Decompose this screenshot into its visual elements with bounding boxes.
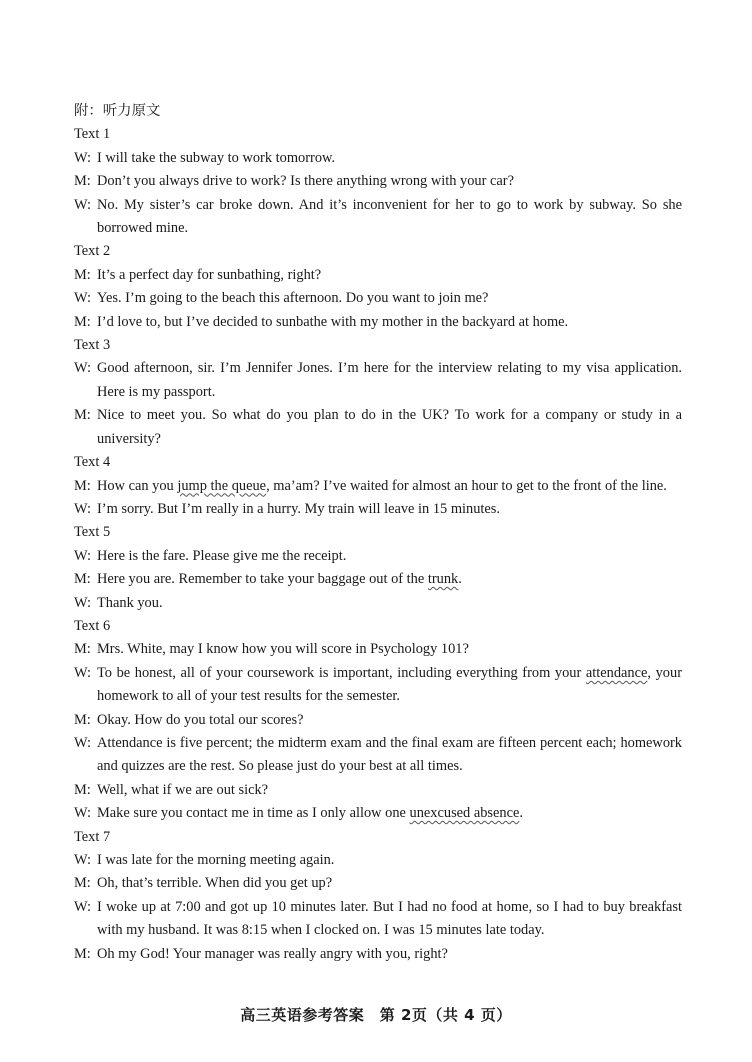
utterance-text bbox=[97, 568, 682, 591]
utterance-segment: I’m sorry. But I’m really in a hurry. My train will leave in 15 minutes. bbox=[97, 500, 500, 517]
utterance-segment: Well, what if we are out sick? bbox=[97, 781, 269, 798]
speaker-label: W: bbox=[74, 664, 92, 681]
text-label: Text 3 bbox=[74, 337, 111, 354]
speaker-label: W: bbox=[74, 734, 92, 751]
utterance-text bbox=[97, 638, 682, 661]
utterance-segment: I was late for the morning meeting again. bbox=[97, 852, 335, 868]
speaker-label: M: bbox=[74, 711, 91, 728]
utterance-segment: To be honest, all of your coursework is important, including everything from your bbox=[97, 664, 586, 681]
dialogue-line bbox=[74, 592, 682, 615]
text-section bbox=[74, 240, 682, 334]
dialogue-line bbox=[74, 404, 682, 451]
utterance-text bbox=[97, 872, 682, 895]
utterance-segment: Okay. How do you total our scores? bbox=[97, 711, 304, 728]
speaker-label: M: bbox=[74, 477, 91, 494]
speaker-label: W: bbox=[74, 547, 92, 564]
utterance-segment: No. My sister’s car broke down. And it’s inconvenient for her to go to work by subway. So she borrowed mine. bbox=[97, 196, 682, 237]
speaker-label: M: bbox=[74, 945, 91, 962]
speaker-label: W: bbox=[74, 805, 92, 822]
utterance-text bbox=[97, 896, 682, 943]
utterance-text bbox=[97, 709, 682, 732]
text-section bbox=[74, 615, 682, 826]
dialogue-line bbox=[74, 662, 682, 709]
dialogue-line bbox=[74, 732, 682, 779]
dialogue-line bbox=[74, 357, 682, 404]
utterance-text bbox=[97, 732, 682, 779]
dialogue-line bbox=[74, 264, 682, 287]
utterance-text bbox=[97, 311, 682, 334]
text-section bbox=[74, 826, 682, 966]
utterance-segment: . bbox=[458, 571, 462, 588]
page-footer: 高三英语参考答案 第 2页（共 4 页） bbox=[240, 1006, 512, 1024]
dialogue-line bbox=[74, 545, 682, 568]
dialogue-line bbox=[74, 194, 682, 241]
utterance-segment: It’s a perfect day for sunbathing, right? bbox=[97, 266, 322, 283]
utterance-text bbox=[97, 357, 682, 404]
utterance-segment: Oh my God! Your manager was really angry with you, right? bbox=[97, 945, 448, 962]
dialogue-line bbox=[74, 170, 682, 193]
dialogue-line bbox=[74, 638, 682, 661]
dialogue-line bbox=[74, 475, 682, 498]
dialogue-line bbox=[74, 147, 682, 170]
utterance-text bbox=[97, 475, 682, 498]
vocab-highlight: trunk bbox=[427, 571, 459, 588]
dialogue-line bbox=[74, 709, 682, 732]
utterance-segment: I will take the subway to work tomorrow. bbox=[97, 149, 336, 166]
speaker-label: W: bbox=[74, 852, 92, 868]
utterance-text bbox=[97, 545, 682, 568]
speaker-label: M: bbox=[74, 571, 91, 588]
text-label: Text 6 bbox=[74, 617, 111, 634]
dialogue-line bbox=[74, 311, 682, 334]
utterance-segment: , your homework to all of your test results for the semester. bbox=[97, 664, 682, 705]
utterance-segment: Nice to meet you. So what do you plan to do in the UK? To work for a company or study in a university? bbox=[97, 407, 682, 447]
utterance-segment: Mrs. White, may I know how you will score in Psychology 101? bbox=[97, 641, 469, 658]
utterance-segment: Good afternoon, sir. I’m Jennifer Jones. I’m here for the interview relating to my visa application. Here is my passport. bbox=[97, 360, 682, 400]
utterance-text bbox=[97, 662, 682, 709]
utterance-text bbox=[97, 170, 682, 193]
speaker-label: M: bbox=[74, 781, 91, 798]
utterance-segment: How can you bbox=[97, 477, 178, 494]
utterance-text bbox=[97, 849, 682, 872]
dialogue-line bbox=[74, 943, 682, 966]
text-section bbox=[74, 521, 682, 615]
utterance-text bbox=[97, 779, 682, 802]
utterance-segment: , ma’am? I’ve waited for almost an hour to get to the front of the line. bbox=[266, 477, 667, 494]
dialogue-line bbox=[74, 287, 682, 310]
text-section bbox=[74, 123, 682, 240]
utterance-segment: Oh, that’s terrible. When did you get up? bbox=[97, 875, 333, 892]
speaker-label: M: bbox=[74, 313, 91, 330]
dialogue-line bbox=[74, 896, 682, 943]
utterance-segment: . bbox=[519, 805, 524, 822]
utterance-text bbox=[97, 287, 682, 310]
vocab-highlight: jump the queue bbox=[177, 477, 267, 494]
speaker-label: W: bbox=[74, 898, 92, 915]
speaker-label: M: bbox=[74, 266, 91, 283]
speaker-label: W: bbox=[74, 290, 92, 307]
dialogue-line bbox=[74, 779, 682, 802]
utterance-text bbox=[97, 498, 682, 521]
utterance-segment: I’d love to, but I’ve decided to sunbathe with my mother in the backyard at home. bbox=[97, 313, 569, 330]
utterance-text bbox=[97, 194, 682, 241]
text-label: Text 7 bbox=[74, 828, 111, 845]
speaker-label: W: bbox=[74, 196, 92, 213]
text-label: Text 2 bbox=[74, 243, 111, 260]
utterance-text bbox=[97, 802, 682, 825]
utterance-text bbox=[97, 264, 682, 287]
utterance-segment: Don’t you always drive to work? Is there anything wrong with your car? bbox=[97, 173, 514, 190]
utterance-segment: Here is the fare. Please give me the receipt. bbox=[97, 547, 347, 564]
utterance-segment: I woke up at 7:00 and got up 10 minutes later. But I had no food at home, so I had to buy breakfast with my husband. It was 8:15 when I clocked on. I was 15 minutes late today. bbox=[97, 898, 682, 939]
speaker-label: W: bbox=[74, 500, 92, 517]
text-label: Text 1 bbox=[74, 126, 111, 143]
dialogue-line bbox=[74, 849, 682, 872]
dialogue-line bbox=[74, 802, 682, 825]
text-section bbox=[74, 451, 682, 521]
text-label: Text 5 bbox=[74, 524, 111, 541]
speaker-label: W: bbox=[74, 360, 92, 377]
speaker-label: M: bbox=[74, 641, 91, 658]
dialogue-line bbox=[74, 498, 682, 521]
utterance-segment: Yes. I’m going to the beach this afternoon. Do you want to join me? bbox=[97, 290, 489, 307]
utterance-segment: Attendance is five percent; the midterm exam and the final exam are fifteen percent each; homework and quizzes are the rest. So please just do your best at all times. bbox=[97, 734, 682, 775]
text-label: Text 4 bbox=[74, 454, 111, 471]
speaker-label: W: bbox=[74, 149, 92, 166]
speaker-label: M: bbox=[74, 875, 91, 892]
appendix-title: 附：听力原文 bbox=[74, 103, 161, 119]
utterance-text bbox=[97, 147, 682, 170]
utterance-segment: Here you are. Remember to take your baggage out of the bbox=[97, 571, 428, 588]
transcript-body bbox=[74, 100, 682, 966]
speaker-label: W: bbox=[74, 594, 92, 611]
dialogue-line bbox=[74, 568, 682, 591]
speaker-label: M: bbox=[74, 173, 91, 190]
utterance-segment: Thank you. bbox=[97, 594, 163, 611]
vocab-highlight: attendance bbox=[585, 664, 648, 681]
dialogue-line bbox=[74, 872, 682, 895]
utterance-text bbox=[97, 592, 682, 615]
text-section bbox=[74, 334, 682, 451]
utterance-segment: Make sure you contact me in time as I only allow one bbox=[97, 805, 410, 822]
utterance-text bbox=[97, 943, 682, 966]
utterance-text bbox=[97, 404, 682, 451]
speaker-label: M: bbox=[74, 407, 91, 424]
vocab-highlight: unexcused absence bbox=[409, 805, 520, 822]
